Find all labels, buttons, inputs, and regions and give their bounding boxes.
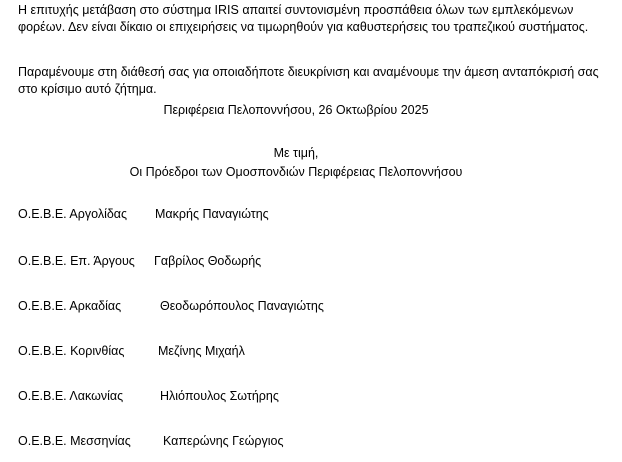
- greeting-line: Με τιμή,: [273, 146, 319, 160]
- signatory-organization: Ο.Ε.Β.Ε. Επ. Άργους: [18, 254, 135, 268]
- closing-paragraph-iris: Η επιτυχής μετάβαση στο σύστημα IRIS απαιτεί συντονισμένη προσπάθεια όλων των εμπλεκόμενων φορέων. Δεν είναι δίκαιο οι επιχειρήσεις να τιμωρηθούν για καθυστερήσεις του τραπεζικού συστήματος.: [18, 3, 589, 34]
- signatory-name: Γαβρίλος Θοδωρής: [154, 254, 262, 268]
- signatory-name: Ηλιόπουλος Σωτήρης: [160, 389, 279, 403]
- signatory-organization: Ο.Ε.Β.Ε. Μεσσηνίας: [18, 434, 131, 448]
- signatory-name: Καπερώνης Γεώργιος: [163, 434, 284, 448]
- signers-title: Οι Πρόεδροι των Ομοσπονδιών Περιφέρειας Πελοποννήσου: [129, 165, 463, 179]
- closing-paragraph-availability: Παραμένουμε στη διάθεσή σας για οποιαδήποτε διευκρίνιση και αναμένουμε την άμεση ανταπόκρισή σας στο κρίσιμο αυτό ζήτημα.: [18, 65, 599, 96]
- signatory-name: Μεζίνης Μιχαήλ: [158, 344, 245, 358]
- signatory-organization: Ο.Ε.Β.Ε. Αργολίδας: [18, 207, 128, 221]
- signatory-organization: Ο.Ε.Β.Ε. Κορινθίας: [18, 344, 125, 358]
- signatory-organization: Ο.Ε.Β.Ε. Αρκαδίας: [18, 299, 122, 313]
- signatory-organization: Ο.Ε.Β.Ε. Λακωνίας: [18, 389, 124, 403]
- signatory-name: Μακρής Παναγιώτης: [155, 207, 269, 221]
- place-date-line: Περιφέρεια Πελοποννήσου, 26 Οκτωβρίου 2025: [163, 103, 429, 117]
- signatory-name: Θεοδωρόπουλος Παναγιώτης: [160, 299, 324, 313]
